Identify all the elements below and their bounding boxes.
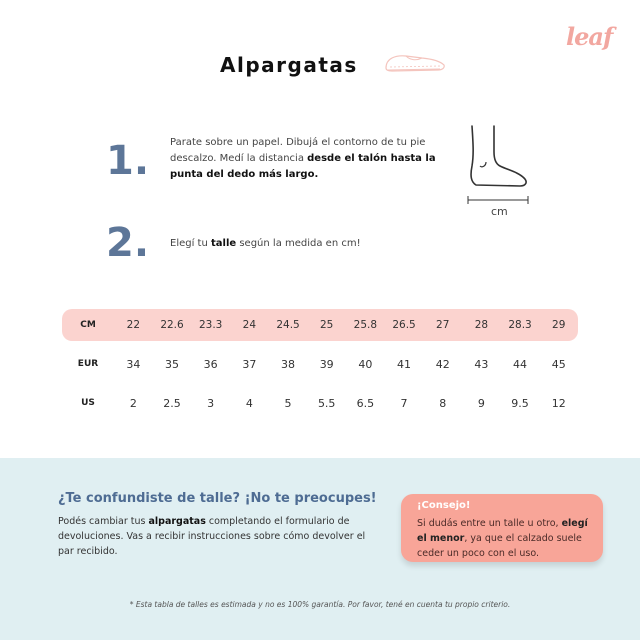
- tip-title: ¡Consejo!: [417, 500, 471, 511]
- step-1-instructions: [170, 135, 440, 183]
- size-cell: 24: [242, 319, 257, 331]
- step-1-text: Parate sobre un papel. Dibujá el contorno de tu pie descalzo. Medí la distancia: [170, 137, 426, 164]
- size-row-us: [62, 387, 578, 419]
- step-2-text-end: según la medida en cm!: [236, 238, 361, 249]
- eur-values: [114, 358, 578, 371]
- size-cell: 3: [207, 396, 215, 410]
- row-label-us: US: [81, 398, 95, 408]
- size-cell: 42: [435, 357, 450, 371]
- us-values: [114, 397, 578, 410]
- step-1-text-bold: desde el talón hasta la punta del dedo más largo.: [170, 153, 436, 180]
- size-table: [62, 309, 578, 426]
- faq-heading: ¿Te confundiste de talle? ¡No te preocupes!: [58, 491, 377, 506]
- size-cell: 26.5: [392, 319, 416, 331]
- size-cell: 28.3: [508, 319, 532, 331]
- faq-text-end: completando el formulario de devoluciones. Vas a recibir instrucciones sobre cómo devolver el par recibido.: [58, 516, 366, 557]
- size-cell: 29: [552, 319, 566, 331]
- step-2-number: 2.: [106, 220, 150, 266]
- tip-card: [401, 494, 603, 562]
- size-cell: 40: [358, 357, 373, 371]
- faq-body: [58, 514, 378, 559]
- size-cell: 25: [320, 319, 334, 331]
- size-cell: 43: [474, 357, 489, 371]
- size-cell: 5.5: [317, 396, 336, 410]
- row-label-eur: EUR: [77, 359, 99, 369]
- tip-text-end: , ya que el calzado suele ceder un poco con el uso.: [417, 533, 582, 559]
- size-cell: 7: [400, 396, 408, 410]
- size-row-eur: [62, 348, 578, 380]
- disclaimer-footnote: * Esta tabla de talles es estimada y no es 100% garantía. Por favor, tené en cuenta tu propio criterio.: [129, 600, 511, 609]
- size-cell: 4: [245, 396, 253, 410]
- size-cell: 22.6: [160, 319, 184, 331]
- size-cell: 37: [242, 357, 257, 371]
- size-cell: 38: [281, 357, 296, 371]
- faq-text: Podés cambiar tus: [58, 516, 149, 527]
- size-cell: 2.5: [163, 396, 181, 410]
- step-2-text: Elegí tu: [170, 238, 211, 249]
- espadrille-shoe-icon: [382, 48, 448, 76]
- page-title: Alpargatas: [220, 53, 358, 77]
- cm-values: [114, 319, 578, 331]
- size-cell: 23.3: [198, 319, 223, 331]
- foot-outline-icon: [464, 122, 534, 204]
- size-cell: 9: [477, 396, 485, 410]
- brand-logo: leaf: [566, 22, 613, 51]
- size-cell: 24.5: [276, 319, 300, 331]
- size-cell: 8: [439, 396, 447, 410]
- size-cell: 28: [474, 319, 489, 331]
- size-cell: 35: [165, 357, 179, 371]
- size-cell: 12: [551, 396, 566, 410]
- size-cell: 39: [319, 357, 334, 371]
- size-cell: 22: [126, 319, 141, 331]
- size-cell: 5: [284, 396, 292, 410]
- size-cell: 25.8: [353, 319, 378, 331]
- size-cell: 41: [397, 357, 412, 371]
- step-1-number: 1.: [106, 138, 150, 184]
- step-2-instructions: [170, 236, 430, 252]
- size-cell: 9.5: [511, 396, 529, 410]
- step-2-text-bold: talle: [211, 238, 237, 249]
- size-cell: 2: [129, 396, 137, 410]
- measure-unit-label: cm: [491, 205, 508, 218]
- size-cell: 6.5: [356, 396, 375, 410]
- size-cell: 27: [436, 319, 450, 331]
- tip-text-start: Si dudás entre un talle u otro,: [417, 518, 562, 529]
- tip-text-bold: elegí el menor: [417, 518, 588, 544]
- size-cell: 44: [513, 357, 528, 371]
- row-label-cm: CM: [80, 320, 96, 330]
- size-cell: 45: [551, 357, 566, 371]
- size-cell: 36: [203, 357, 218, 371]
- size-cell: 34: [126, 357, 141, 371]
- tip-text: [417, 516, 597, 561]
- faq-text-bold: alpargatas: [148, 516, 206, 527]
- size-row-cm: [62, 309, 578, 341]
